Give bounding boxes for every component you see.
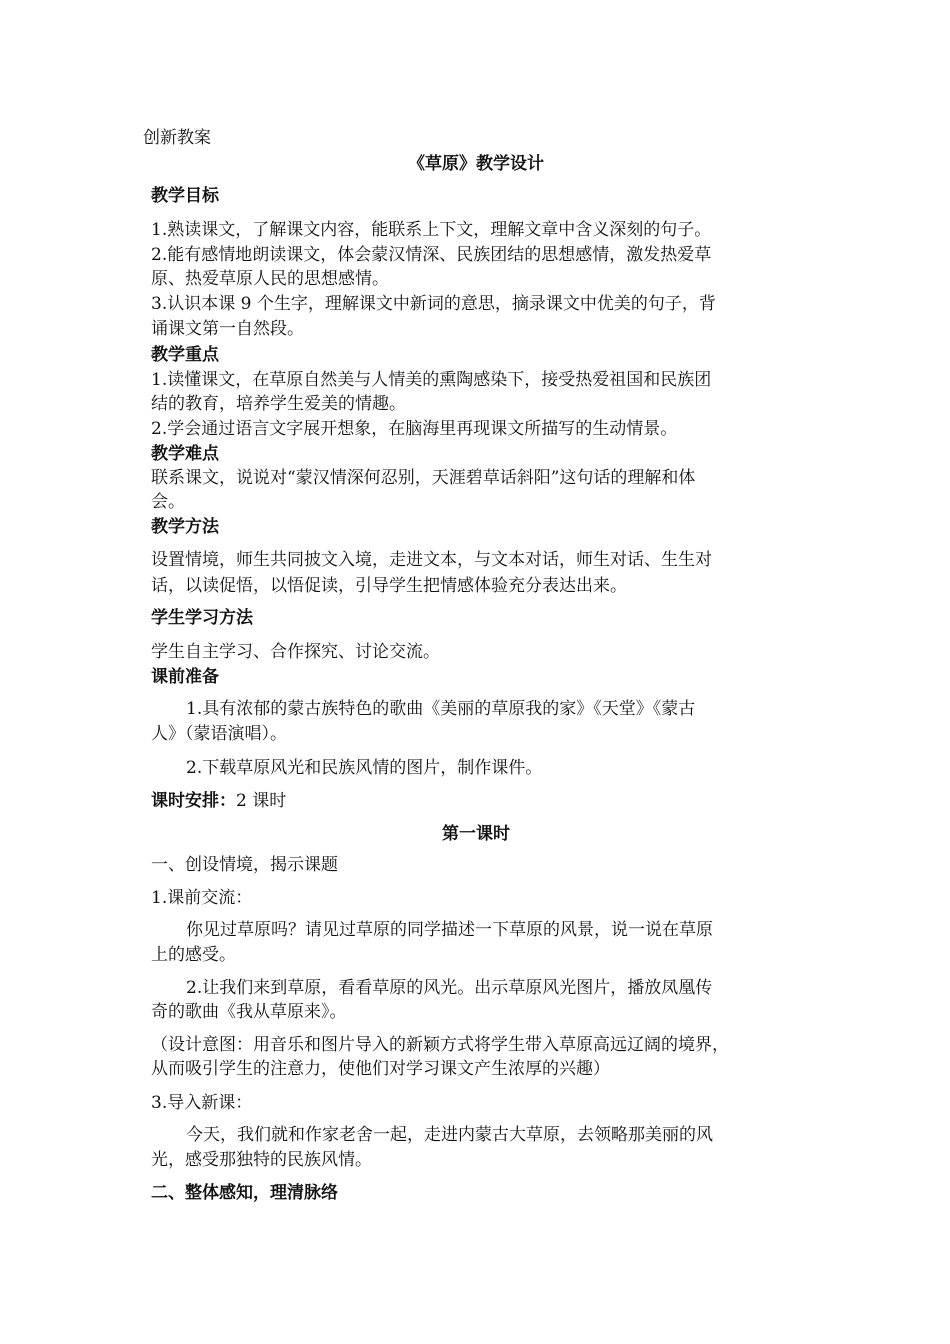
objectives-line: 诵课文第一自然段。 <box>151 319 304 339</box>
item3-line: 今天，我们就和作家老舍一起，走进内蒙古大草原，去领略那美丽的风 <box>186 1125 713 1145</box>
methods-line: 话，以读促悟，以悟促读，引导学生把情感体验充分表达出来。 <box>151 576 627 596</box>
student-methods-heading: 学生学习方法 <box>151 608 253 628</box>
methods-heading: 教学方法 <box>151 517 219 537</box>
key-points-heading: 教学重点 <box>151 345 219 365</box>
preparation-line: 人》（蒙语演唱）。 <box>151 724 287 744</box>
objectives-line: 2.能有感情地朗读课文，体会蒙汉情深、民族团结的思想感情，激发热爱草 <box>151 245 712 265</box>
design-intent-line: （设计意图：用音乐和图片导入的新颖方式将学生带入草原高远辽阔的境界， <box>151 1035 729 1055</box>
document-header: 创新教案 <box>143 128 211 148</box>
objectives-line: 原、热爱草原人民的思想感情。 <box>151 269 389 289</box>
item2-line: 奇的歌曲《我从草原来》。 <box>151 1002 347 1022</box>
schedule-row <box>151 789 801 813</box>
difficulty-heading: 教学难点 <box>151 444 219 464</box>
difficulty-line: 会。 <box>151 492 185 512</box>
objectives-line: 3.认识本课 9 个生字，理解课文中新词的意思，摘录课文中优美的句子，背 <box>151 294 716 314</box>
item3-line: 光，感受那独特的民族风情。 <box>151 1150 372 1170</box>
preparation-line: 1.具有浓郁的蒙古族特色的歌曲《美丽的草原我的家》《天堂》《蒙古 <box>186 699 696 719</box>
schedule-label: 课时安排： <box>151 791 236 811</box>
item2-line: 2.让我们来到草原，看看草原的风光。出示草原风光图片，播放凤凰传 <box>186 978 713 998</box>
preparation-heading: 课前准备 <box>151 667 219 687</box>
student-methods-line: 学生自主学习、合作探究、讨论交流。 <box>151 642 440 662</box>
design-intent-line: 从而吸引学生的注意力，使他们对学习课文产生浓厚的兴趣） <box>151 1059 610 1079</box>
item1-label: 1.课前交流： <box>151 888 253 908</box>
key-points-line: 1.读懂课文，在草原自然美与人情美的熏陶感染下，接受热爱祖国和民族团 <box>151 370 712 390</box>
part2-heading: 二、整体感知，理清脉络 <box>151 1183 338 1203</box>
document-title: 《草原》教学设计 <box>408 154 544 174</box>
objectives-heading: 教学目标 <box>151 186 219 206</box>
difficulty-line: 联系课文，说说对“蒙汉情深何忍别，天涯碧草话斜阳”这句话的理解和体 <box>151 468 696 488</box>
lesson-title: 第一课时 <box>442 824 510 844</box>
schedule-value: 2 课时 <box>236 791 287 811</box>
key-points-line: 2.学会通过语言文字展开想象，在脑海里再现课文所描写的生动情景。 <box>151 419 678 439</box>
methods-line: 设置情境，师生共同披文入境，走进文本，与文本对话，师生对话、生生对 <box>151 550 712 570</box>
item3-label: 3.导入新课： <box>151 1093 253 1113</box>
preparation-line: 2.下载草原风光和民族风情的图片，制作课件。 <box>186 758 543 778</box>
objectives-line: 1.熟读课文，了解课文内容，能联系上下文，理解文章中含义深刻的句子。 <box>151 220 712 240</box>
part1-heading: 一、创设情境，揭示课题 <box>151 855 338 875</box>
item1-line: 上的感受。 <box>151 945 236 965</box>
key-points-line: 结的教育，培养学生爱美的情趣。 <box>151 394 406 414</box>
item1-line: 你见过草原吗？请见过草原的同学描述一下草原的风景，说一说在草原 <box>186 920 713 940</box>
